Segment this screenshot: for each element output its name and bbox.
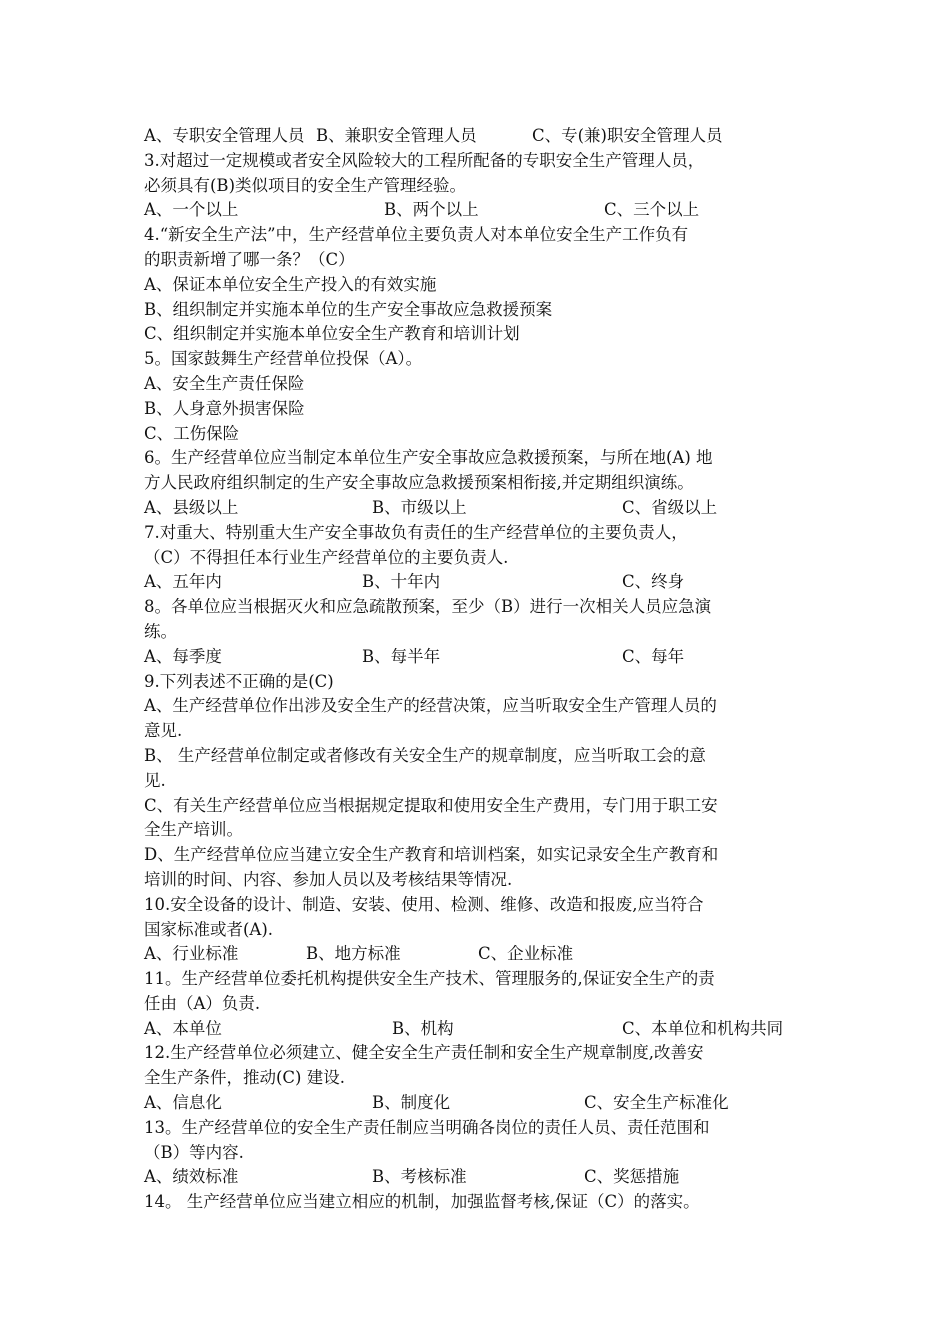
option-row xyxy=(144,496,808,521)
option-item: A、行业标准 xyxy=(144,944,239,964)
text-line: 必须具有(B)类似项目的安全生产管理经验。 xyxy=(144,175,466,195)
option-row xyxy=(144,1165,808,1190)
option-item: C、终身 xyxy=(622,572,685,592)
text-line: C、工伤保险 xyxy=(144,423,240,443)
text-line: 见. xyxy=(144,770,166,790)
option-row xyxy=(144,1017,808,1042)
text-line: 方人民政府组织制定的生产安全事故应急救援预案相衔接,并定期组织演练。 xyxy=(144,473,694,493)
text-line: B、人身意外损害保险 xyxy=(144,398,305,418)
option-item: A、五年内 xyxy=(144,572,222,592)
text-line: C、有关生产经营单位应当根据规定提取和使用安全生产费用，专门用于职工安 xyxy=(144,795,718,815)
text-line: 13。生产经营单位的安全生产责任制应当明确各岗位的责任人员、责任范围和 xyxy=(144,1117,710,1137)
option-item: C、三个以上 xyxy=(604,200,700,220)
text-line: 11。生产经营单位委托机构提供安全生产技术、管理服务的,保证安全生产的责 xyxy=(144,969,715,989)
text-line: 5。国家鼓舞生产经营单位投保（A）。 xyxy=(144,349,423,369)
text-line: D、生产经营单位应当建立安全生产教育和培训档案，如实记录安全生产教育和 xyxy=(144,845,719,865)
text-line: C、组织制定并实施本单位安全生产教育和培训计划 xyxy=(144,324,520,344)
option-item: C、企业标准 xyxy=(478,944,574,964)
text-line: A、安全生产责任保险 xyxy=(144,373,305,393)
option-item: C、专(兼)职安全管理人员 xyxy=(532,126,723,145)
option-row xyxy=(144,124,808,149)
document-body xyxy=(144,124,808,1215)
option-item: B、机构 xyxy=(392,1018,454,1038)
option-item: C、本单位和机构共同 xyxy=(622,1018,784,1038)
option-row xyxy=(144,198,808,223)
text-line: 任由（A）负责. xyxy=(144,993,261,1013)
text-line: （C）不得担任本行业生产经营单位的主要负责人. xyxy=(144,547,509,567)
option-row xyxy=(144,645,808,670)
text-line: 10.安全设备的设计、制造、安装、使用、检测、维修、改造和报废,应当符合 xyxy=(144,894,704,914)
option-item: A、专职安全管理人员 xyxy=(144,126,305,145)
text-line: A、生产经营单位作出涉及安全生产的经营决策，应当听取安全生产管理人员的 xyxy=(144,696,717,716)
option-item: A、信息化 xyxy=(144,1093,222,1113)
text-line: 7.对重大、特别重大生产安全事故负有责任的生产经营单位的主要负责人， xyxy=(144,522,688,542)
option-item: C、每年 xyxy=(622,646,685,666)
text-line: 8。各单位应当根据灭火和应急疏散预案，至少（B）进行一次相关人员应急演 xyxy=(144,597,712,617)
option-item: B、市级以上 xyxy=(372,497,467,517)
text-line: 12.生产经营单位必须建立、健全安全生产责任制和安全生产规章制度,改善安 xyxy=(144,1043,704,1063)
text-line: 意见. xyxy=(144,721,183,741)
option-item: A、本单位 xyxy=(144,1018,222,1038)
option-item: B、十年内 xyxy=(362,572,441,592)
text-line: 的职责新增了哪一条？（C） xyxy=(144,249,355,269)
text-line: 全生产条件，推动(C) 建设. xyxy=(144,1068,345,1088)
option-item: B、制度化 xyxy=(372,1093,451,1113)
option-row xyxy=(144,1091,808,1116)
option-item: A、绩效标准 xyxy=(144,1167,239,1187)
option-item: A、一个以上 xyxy=(144,200,239,220)
text-line: 4.“新安全生产法”中，生产经营单位主要负责人对本单位安全生产工作负有 xyxy=(144,225,689,245)
option-item: B、两个以上 xyxy=(384,200,479,220)
text-line: 14。 生产经营单位应当建立相应的机制，加强监督考核,保证（C）的落实。 xyxy=(144,1192,700,1212)
option-item: B、地方标准 xyxy=(306,944,401,964)
option-item: C、省级以上 xyxy=(622,497,718,517)
text-line: 培训的时间、内容、参加人员以及考核结果等情况. xyxy=(144,869,513,889)
text-line: 6。生产经营单位应当制定本单位生产安全事故应急救援预案，与所在地(A) 地 xyxy=(144,448,713,468)
option-item: A、县级以上 xyxy=(144,497,239,517)
text-line: 全生产培训。 xyxy=(144,820,243,840)
option-item: C、安全生产标准化 xyxy=(584,1093,729,1113)
option-item: C、奖惩措施 xyxy=(584,1167,680,1187)
option-item: A、每季度 xyxy=(144,646,222,666)
text-line: 3.对超过一定规模或者安全风险较大的工程所配备的专职安全生产管理人员， xyxy=(144,150,705,170)
text-line: 国家标准或者(A). xyxy=(144,919,274,939)
option-item: B、每半年 xyxy=(362,646,441,666)
option-row xyxy=(144,942,808,967)
text-line: B、组织制定并实施本单位的生产安全事故应急救援预案 xyxy=(144,299,553,319)
option-item: B、兼职安全管理人员 xyxy=(316,126,477,145)
option-item: B、考核标准 xyxy=(372,1167,467,1187)
text-line: 练。 xyxy=(144,621,177,641)
text-line: A、保证本单位安全生产投入的有效实施 xyxy=(144,274,437,294)
option-row xyxy=(144,570,808,595)
text-line: （B）等内容. xyxy=(144,1142,244,1162)
text-line: B、 生产经营单位制定或者修改有关安全生产的规章制度，应当听取工会的意 xyxy=(144,745,706,765)
text-line: 9.下列表述不正确的是(C) xyxy=(144,671,334,691)
